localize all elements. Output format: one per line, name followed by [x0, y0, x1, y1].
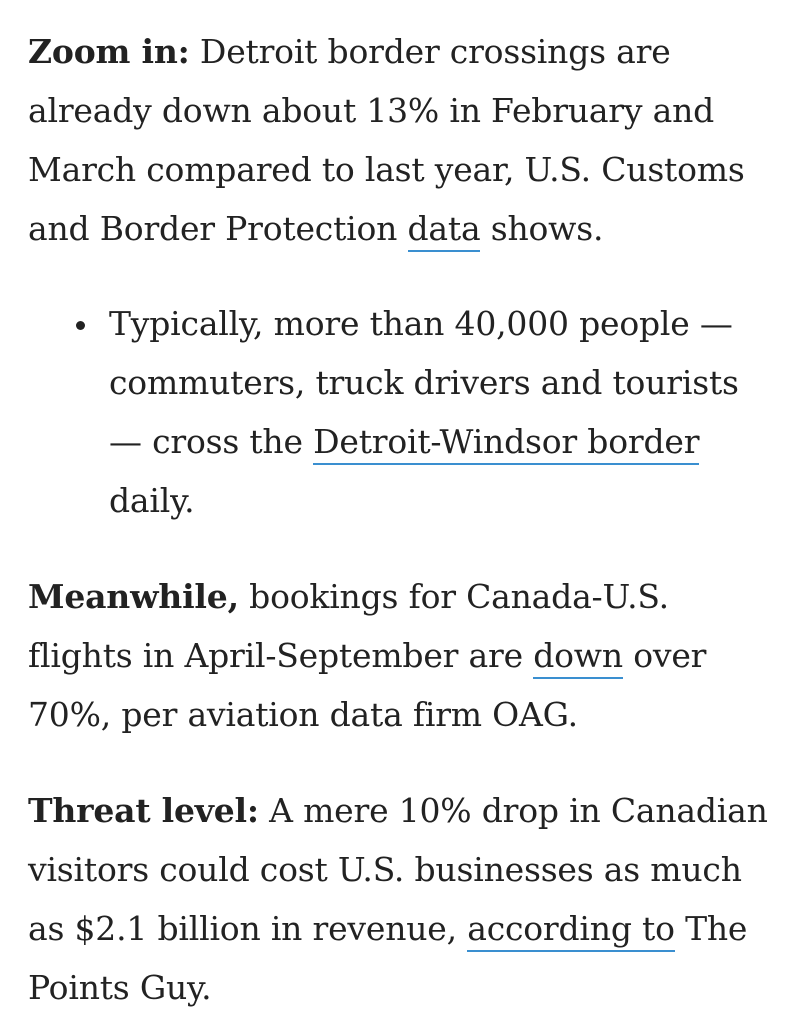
zoom-in-paragraph: [28, 22, 769, 258]
data-link[interactable]: data: [408, 209, 481, 252]
meanwhile-text-2: over 70%, per aviation data firm OAG.: [28, 636, 707, 734]
bullet-list: [28, 294, 769, 530]
bullet-text-2: daily.: [109, 481, 195, 520]
down-link[interactable]: down: [533, 636, 623, 679]
meanwhile-paragraph: [28, 567, 769, 744]
zoom-in-lead: Zoom in:: [28, 32, 190, 71]
list-item: [109, 294, 769, 530]
bullet-text-1: Typically, more than 40,000 people — commuters, truck drivers and tourists — cross the: [109, 304, 739, 461]
threat-level-paragraph: [28, 781, 769, 1017]
zoom-in-text-2: shows.: [480, 209, 604, 248]
detroit-windsor-border-link[interactable]: Detroit-Windsor border: [313, 422, 699, 465]
meanwhile-text-1: bookings for Canada-U.S. flights in April-September are: [28, 577, 669, 675]
threat-level-text-1: A mere 10% drop in Canadian visitors could cost U.S. businesses as much as $2.1 billion in revenue,: [28, 791, 768, 948]
according-to-link[interactable]: according to: [467, 909, 675, 952]
threat-level-lead: Threat level:: [28, 791, 259, 830]
threat-level-text-2: The Points Guy.: [28, 909, 748, 1007]
meanwhile-lead: Meanwhile,: [28, 577, 239, 616]
zoom-in-text-1: Detroit border crossings are already down about 13% in February and March compared to last year, U.S. Customs and Border Protection: [28, 32, 745, 248]
